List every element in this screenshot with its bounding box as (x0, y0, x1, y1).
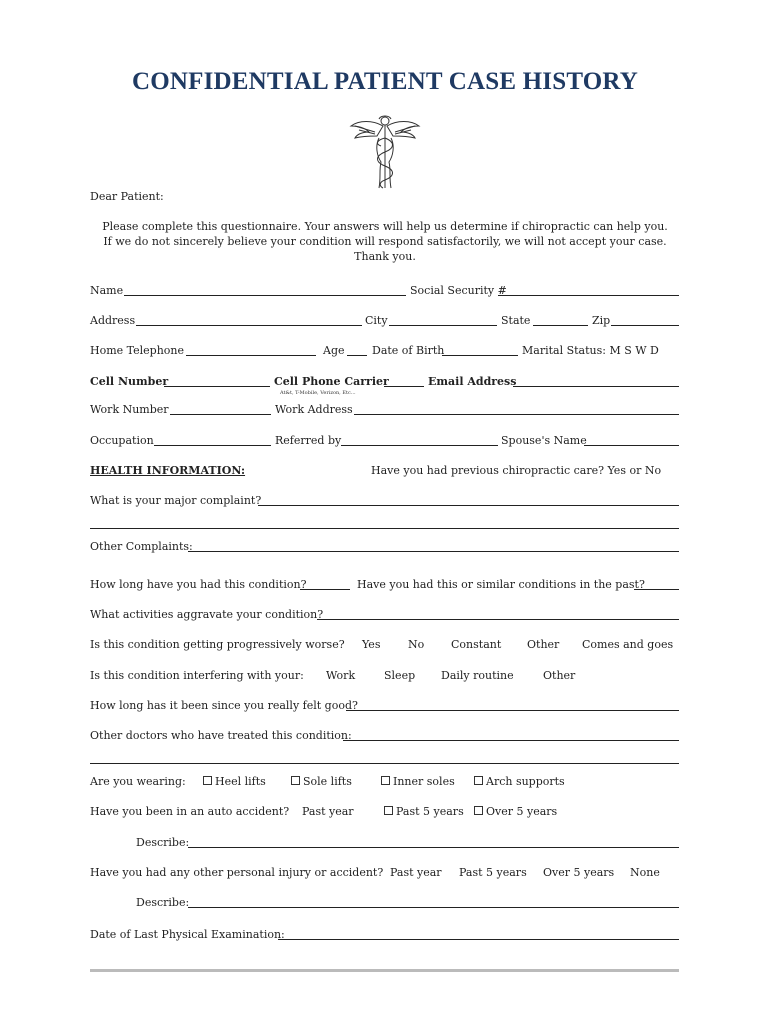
progressive-question: Is this condition getting progressively worse? (90, 638, 345, 651)
carrier-hint: At&t, T-Mobile, Verizon, Etc... (280, 390, 356, 396)
checkbox[interactable] (381, 776, 390, 785)
other-complaints-field[interactable] (188, 551, 679, 552)
injury-past-year[interactable]: Past year (390, 866, 442, 879)
auto-accident-question: Have you been in an auto accident? (90, 805, 290, 818)
cell-carrier-field[interactable] (384, 386, 424, 387)
auto-describe-label: Describe: (136, 836, 190, 849)
interfering-option-sleep[interactable]: Sleep (384, 669, 416, 682)
interfering-option-daily-routine[interactable]: Daily routine (441, 669, 514, 682)
auto-describe-field[interactable] (188, 847, 679, 848)
home-phone-label: Home Telephone (90, 344, 185, 357)
dob-label: Date of Birth (372, 344, 445, 357)
aggravate-field[interactable] (317, 619, 679, 620)
checkbox[interactable] (474, 776, 483, 785)
progressive-option-constant[interactable]: Constant (451, 638, 502, 651)
previous-care-question[interactable]: Have you had previous chiropractic care? Yes or No (371, 464, 662, 477)
progressive-option-other[interactable]: Other (527, 638, 560, 651)
name-field[interactable] (124, 295, 406, 296)
intro-line-1: Please complete this questionnaire. Your answers will help us determine if chiropractic can help you. (102, 220, 668, 233)
work-number-field[interactable] (170, 414, 271, 415)
similar-conditions-label: Have you had this or similar conditions in the past? (357, 578, 645, 591)
felt-good-field[interactable] (346, 710, 679, 711)
occupation-label: Occupation (90, 434, 154, 447)
health-heading: HEALTH INFORMATION: (90, 464, 246, 477)
cell-field[interactable] (164, 386, 270, 387)
last-exam-label: Date of Last Physical Examination: (90, 928, 285, 941)
felt-good-label: How long has it been since you really felt good? (90, 699, 358, 712)
other-doctors-label: Other doctors who have treated this condition: (90, 729, 352, 742)
home-phone-field[interactable] (186, 355, 316, 356)
ssn-label: Social Security # (410, 284, 507, 297)
injury-over-5-years[interactable]: Over 5 years (543, 866, 615, 879)
major-complaint-field[interactable] (258, 505, 679, 506)
work-number-label: Work Number (90, 403, 169, 416)
major-complaint-field-2[interactable] (90, 528, 679, 529)
injury-describe-field[interactable] (188, 907, 679, 908)
major-complaint-label: What is your major complaint? (90, 494, 262, 507)
interfering-option-work[interactable]: Work (326, 669, 356, 682)
name-label: Name (90, 284, 124, 297)
zip-label: Zip (592, 314, 611, 327)
email-label: Email Address (428, 375, 517, 388)
wearing-sole-lifts[interactable] (291, 775, 352, 789)
spouse-label: Spouse's Name (501, 434, 587, 447)
cell-carrier-label: Cell Phone Carrier (274, 375, 389, 388)
interfering-question: Is this condition interfering with your: (90, 669, 304, 682)
intro-line-2: If we do not sincerely believe your condition will respond satisfactorily, we will not accept your case. (103, 235, 667, 248)
progressive-option-comes-and-goes[interactable]: Comes and goes (582, 638, 674, 651)
checkbox[interactable] (203, 776, 212, 785)
caduceus-icon (345, 112, 425, 192)
aggravate-label: What activities aggravate your condition? (90, 608, 324, 621)
address-label: Address (90, 314, 136, 327)
city-label: City (365, 314, 388, 327)
referred-by-label: Referred by (275, 434, 342, 447)
auto-past-5-years[interactable] (384, 805, 464, 819)
ssn-field[interactable] (498, 295, 679, 296)
injury-none[interactable]: None (630, 866, 660, 879)
dob-field[interactable] (442, 355, 518, 356)
wearing-arch-supports-label: Arch supports (486, 775, 565, 788)
auto-over-5-years[interactable] (474, 805, 557, 819)
state-field[interactable] (533, 325, 588, 326)
progressive-option-no[interactable]: No (408, 638, 425, 651)
referred-by-field[interactable] (341, 445, 498, 446)
last-exam-field[interactable] (278, 939, 679, 940)
other-complaints-label: Other Complaints: (90, 540, 193, 553)
wearing-heel-lifts[interactable] (203, 775, 266, 789)
progressive-option-yes[interactable]: Yes (362, 638, 381, 651)
auto-past-5-years-label: Past 5 years (396, 805, 464, 818)
wearing-arch-supports[interactable] (474, 775, 565, 789)
wearing-inner-soles-label: Inner soles (393, 775, 455, 788)
auto-over-5-years-label: Over 5 years (486, 805, 558, 818)
email-field[interactable] (513, 386, 679, 387)
other-doctors-field[interactable] (343, 740, 679, 741)
checkbox[interactable] (384, 806, 393, 815)
zip-field[interactable] (611, 325, 679, 326)
injury-past-5-years[interactable]: Past 5 years (459, 866, 527, 879)
interfering-option-other[interactable]: Other (543, 669, 576, 682)
age-field[interactable] (347, 355, 367, 356)
wearing-sole-lifts-label: Sole lifts (303, 775, 352, 788)
auto-past-year[interactable]: Past year (302, 805, 354, 818)
injury-question: Have you had any other personal injury or accident? (90, 866, 384, 879)
footer-divider (90, 969, 679, 972)
work-address-label: Work Address (275, 403, 353, 416)
occupation-field[interactable] (154, 445, 271, 446)
condition-duration-field[interactable] (300, 589, 350, 590)
age-label: Age (323, 344, 345, 357)
cell-label: Cell Number (90, 375, 169, 388)
marital-status[interactable]: Marital Status: M S W D (522, 344, 659, 357)
other-doctors-field-2[interactable] (90, 763, 679, 764)
checkbox[interactable] (474, 806, 483, 815)
wearing-inner-soles[interactable] (381, 775, 455, 789)
wearing-heel-lifts-label: Heel lifts (215, 775, 266, 788)
intro-line-3: Thank you. (354, 250, 416, 263)
injury-describe-label: Describe: (136, 896, 190, 909)
condition-duration-label: How long have you had this condition? (90, 578, 307, 591)
state-label: State (501, 314, 531, 327)
greeting: Dear Patient: (90, 190, 164, 203)
wearing-question: Are you wearing: (90, 775, 186, 788)
work-address-field[interactable] (354, 414, 679, 415)
similar-conditions-field[interactable] (634, 589, 679, 590)
city-field[interactable] (389, 325, 497, 326)
form-title: CONFIDENTIAL PATIENT CASE HISTORY (131, 68, 639, 95)
address-field[interactable] (136, 325, 362, 326)
checkbox[interactable] (291, 776, 300, 785)
spouse-field[interactable] (584, 445, 679, 446)
